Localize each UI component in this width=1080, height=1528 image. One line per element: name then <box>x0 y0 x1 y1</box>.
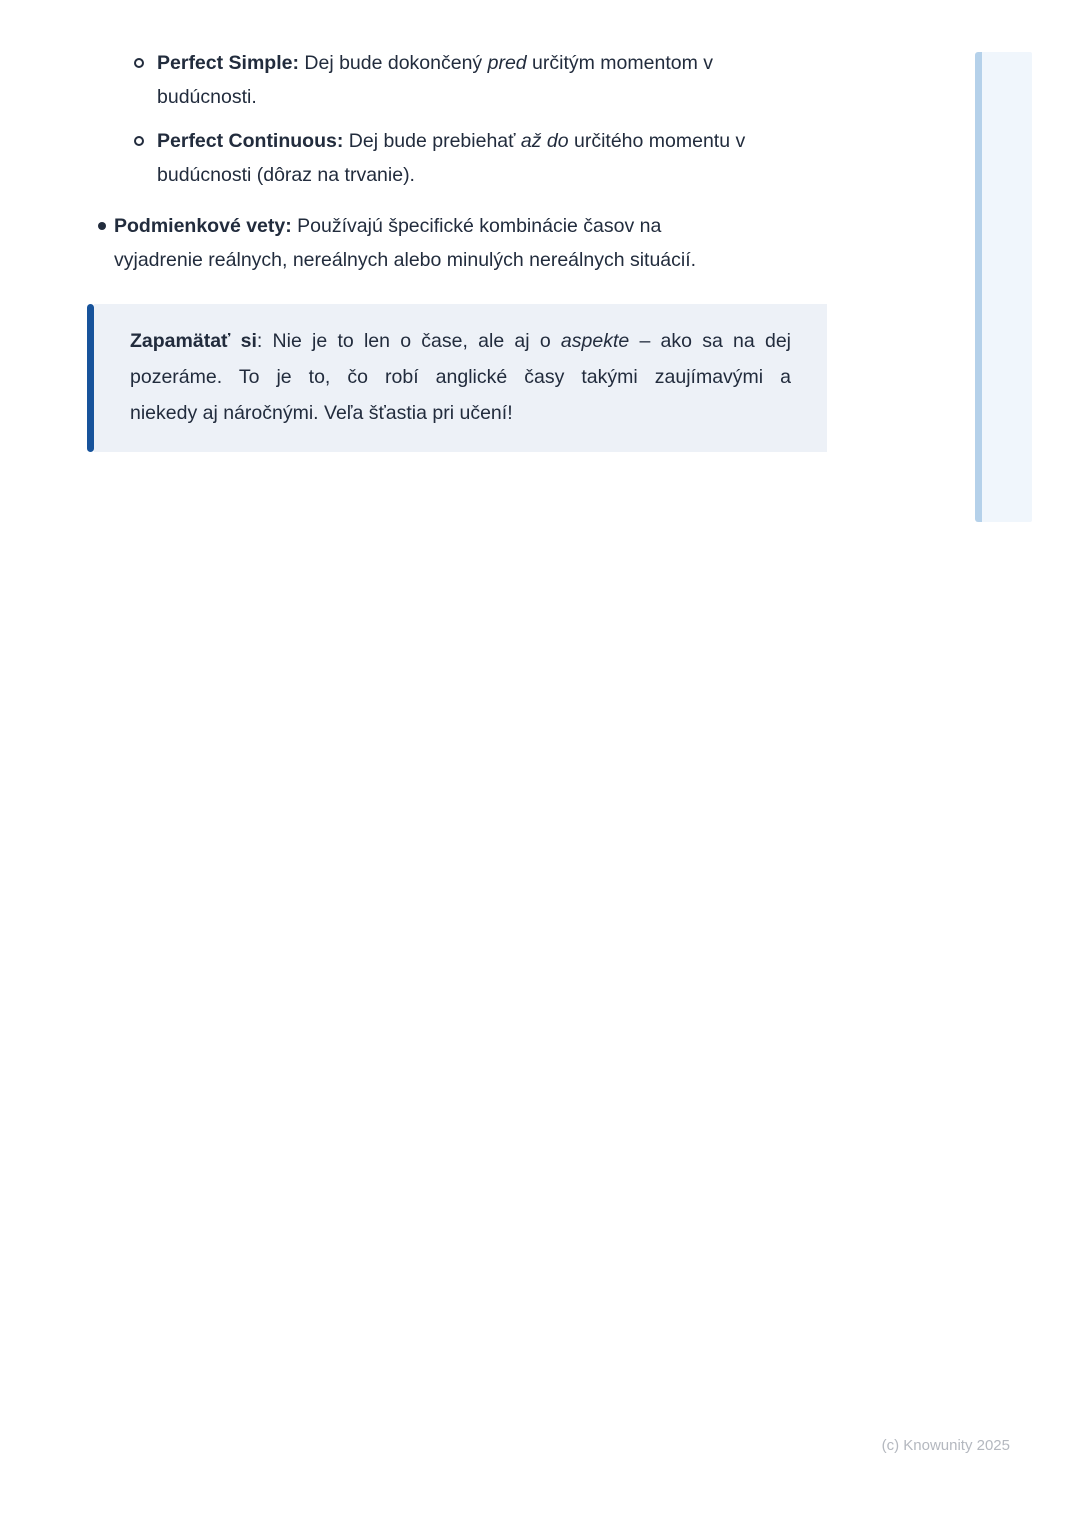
text-line: vyjadrenie reálnych, nereálnych alebo minulých nereálnych situácií. <box>114 249 697 271</box>
body-text: : Nie je to len o čase, ale aj o <box>256 330 561 352</box>
emphasized-text: aspekte <box>560 330 630 352</box>
term-label: Perfect Simple: <box>157 52 299 74</box>
term-label: Zapamätať si <box>130 330 257 352</box>
text-line <box>157 124 745 158</box>
emphasized-text: pred <box>487 52 527 74</box>
body-text: Používajú špecifické kombinácie časov na <box>291 215 662 237</box>
next-page-edge <box>975 52 1032 522</box>
text-line <box>114 209 696 243</box>
body-text: Dej bude prebiehať <box>343 130 521 152</box>
bullet-text <box>157 46 713 114</box>
list-item-podmienkove-vety <box>98 209 1080 277</box>
text-line <box>130 323 791 359</box>
copyright-text: (c) Knowunity 2025 <box>881 1437 1010 1454</box>
body-text: určitým momentom v <box>526 52 714 74</box>
term-label: Perfect Continuous: <box>157 130 344 152</box>
callout-body <box>94 304 827 452</box>
text-line <box>157 46 713 80</box>
circle-bullet-icon <box>134 58 144 68</box>
body-text: určitého momentu v <box>568 130 746 152</box>
document-content <box>0 46 1080 452</box>
body-text: Dej bude dokončený <box>298 52 488 74</box>
bullet-text <box>114 209 696 277</box>
term-label: Podmienkové vety: <box>114 215 292 237</box>
bullet-text <box>157 124 745 192</box>
emphasized-text: až do <box>520 130 569 152</box>
text-line: niekedy aj náročnými. Veľa šťastia pri učení! <box>130 402 513 424</box>
body-text: – ako sa na dej <box>629 330 791 352</box>
text-line: budúcnosti. <box>157 86 257 108</box>
list-item-perfect-continuous <box>134 124 1080 192</box>
callout-accent-bar <box>87 304 94 452</box>
text-line: pozeráme. To je to, čo robí anglické časy takými zaujímavými a <box>130 366 791 388</box>
text-line: budúcnosti (dôraz na trvanie). <box>157 164 415 186</box>
callout-note <box>87 304 827 452</box>
disc-bullet-icon <box>98 222 106 230</box>
circle-bullet-icon <box>134 136 144 146</box>
list-item-perfect-simple <box>134 46 1080 114</box>
